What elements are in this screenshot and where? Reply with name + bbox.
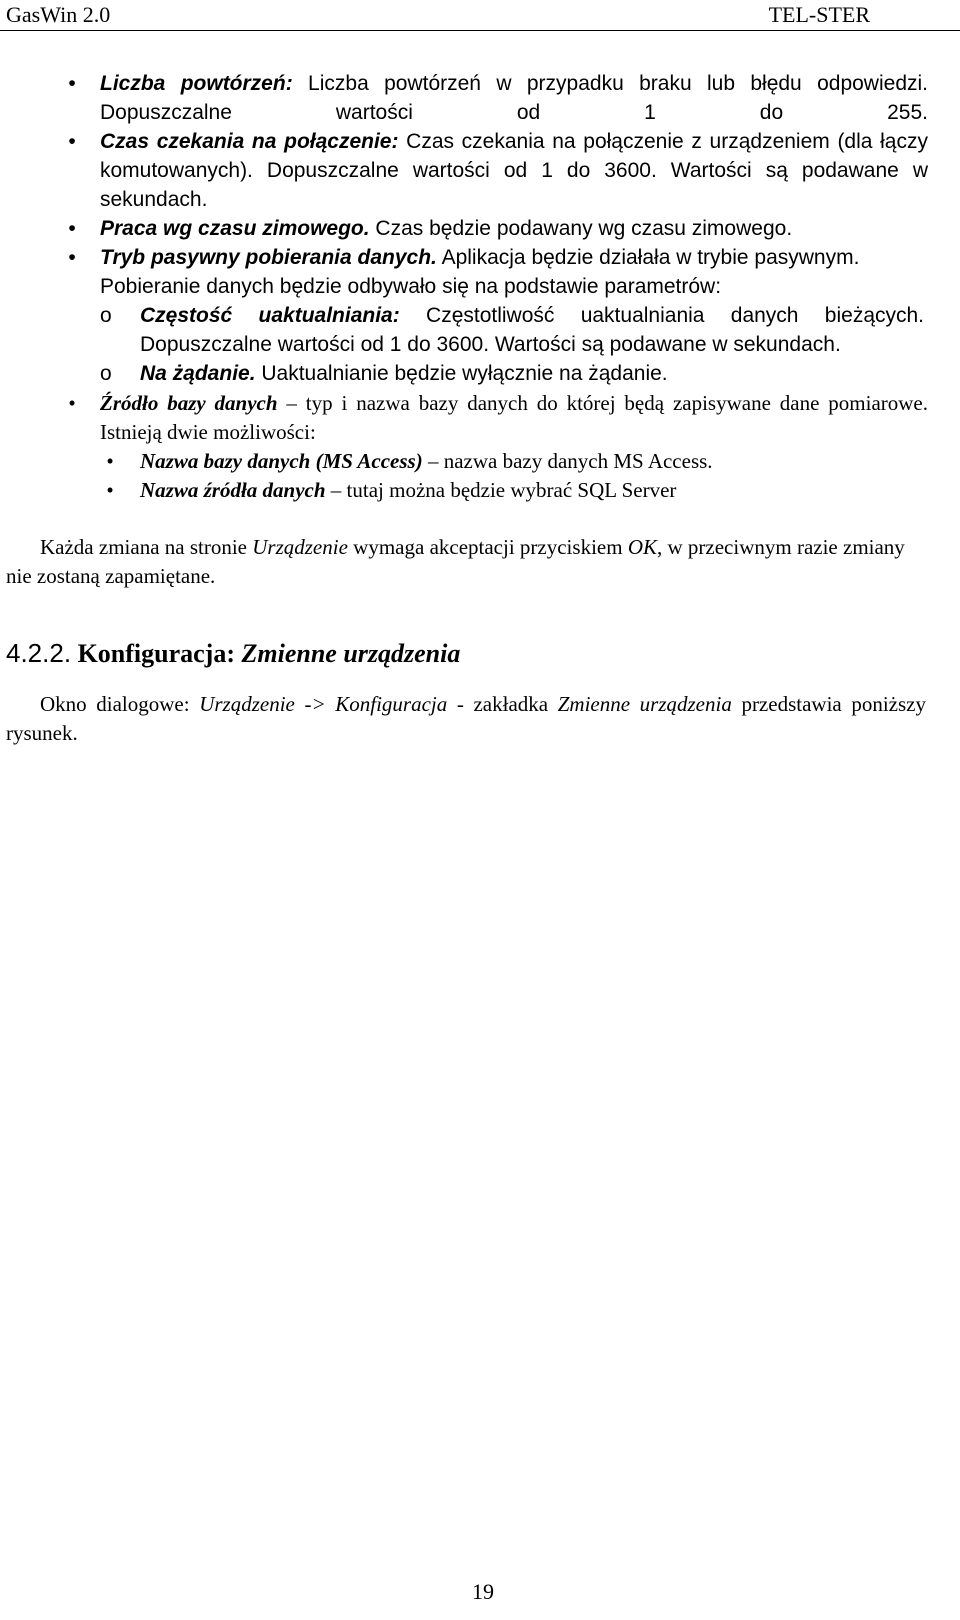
list-item-database-source	[68, 389, 960, 418]
bullet-icon: •	[106, 477, 114, 502]
circle-bullet-icon: o	[100, 361, 112, 385]
list-item-passive-mode	[68, 244, 960, 273]
header-app-name: GasWin 2.0	[6, 2, 111, 27]
section-title-italic: Zmienne urządzenia	[241, 639, 461, 669]
sub-option-label: Na żądanie.	[140, 361, 256, 385]
list-item-text	[100, 389, 928, 418]
item-desc: – tutaj można będzie wybrać SQL Server	[325, 477, 677, 502]
change-note-text: , w przeciwnym razie zmiany nie zostaną zapamiętane.	[6, 534, 905, 588]
item-desc: – nazwa bazy danych MS Access.	[422, 448, 713, 473]
change-note-emph: OK	[627, 534, 657, 559]
change-note-text: Każda zmiana na stronie	[40, 534, 253, 559]
dialog-note-text: Okno dialogowe:	[40, 692, 200, 717]
list-item-text	[140, 447, 960, 476]
dialog-note	[6, 690, 926, 748]
change-note-emph: Urządzenie	[252, 534, 348, 559]
list-item-text	[100, 244, 960, 273]
passive-params	[100, 273, 960, 389]
change-note	[6, 533, 926, 591]
item-label: Liczba powtórzeń:	[100, 72, 293, 95]
bullet-icon: •	[68, 129, 76, 153]
list-item-retry-count	[68, 70, 960, 128]
item-desc: – typ i nazwa bazy danych do której będą zapisywane dane pomiarowe.	[277, 390, 928, 415]
dialog-note-emph: Urządzenie -> Konfiguracja	[199, 692, 448, 717]
bullet-icon: •	[68, 72, 76, 95]
list-item-text	[140, 476, 960, 505]
sub-option-update-rate	[100, 302, 924, 331]
item-desc: Aplikacja będzie działała w trybie pasywnym.	[436, 245, 860, 269]
page-number: 19	[472, 1579, 494, 1604]
sub-option-label: Częstość uaktualniania:	[140, 303, 400, 327]
section-number: 4.2.2.	[6, 638, 72, 669]
page-body	[0, 70, 960, 748]
dialog-note-text: przedstawia poniższy rysunek.	[6, 692, 926, 746]
bullet-icon: •	[106, 448, 114, 473]
item-label: Praca wg czasu zimowego.	[100, 216, 370, 240]
circle-bullet-icon: o	[100, 303, 112, 327]
list-item-winter-time	[68, 215, 960, 244]
item-label: Czas czekania na połączenie:	[100, 129, 399, 153]
item-label: Źródło bazy danych	[100, 390, 278, 415]
item-desc: Liczba powtórzeń w przypadku braku lub błędu odpowiedzi. Dopuszczalne wartości od 1 do 255.	[100, 72, 928, 124]
sub-option-on-demand	[100, 360, 960, 389]
bullet-icon: •	[68, 390, 76, 415]
header-company: TEL-STER	[768, 2, 870, 27]
list-item-extra	[100, 418, 960, 447]
item-desc: Czas czekania na połączenie z urządzeniem (dla łączy komutowanych). Dopuszczalne wartości od 1 do 3600. Wartości są podawane w sekundach.	[100, 129, 928, 211]
bullet-icon: •	[68, 245, 76, 269]
page-header	[0, 0, 960, 31]
sub-option-desc: Częstotliwość uaktualniania danych bieżących.	[399, 303, 925, 327]
bullet-icon: •	[68, 216, 76, 240]
dialog-note-text: - zakładka	[447, 692, 558, 717]
sub-option-continuation: Dopuszczalne wartości od 1 do 3600. Wartości są podawane w sekundach.	[140, 332, 841, 356]
section-title: Konfiguracja:	[71, 639, 242, 669]
dialog-note-emph: Zmienne urządzenia	[557, 692, 732, 717]
list-item-data-source-name	[106, 476, 960, 505]
list-item-text	[100, 70, 928, 128]
sub-option-desc: Uaktualnianie będzie wyłącznie na żądanie.	[255, 361, 668, 385]
change-note-text: wymaga akceptacji przyciskiem	[347, 534, 628, 559]
item-label: Nazwa źródła danych	[140, 477, 326, 502]
section-heading	[6, 636, 960, 672]
list-item-ms-access	[106, 447, 960, 476]
item-label: Tryb pasywny pobierania danych.	[100, 245, 437, 269]
list-item-text	[100, 128, 928, 215]
list-item-text	[100, 215, 960, 244]
item-desc: Czas będzie podawany wg czasu zimowego.	[369, 216, 793, 240]
passive-note: Pobieranie danych będzie odbywało się na podstawie parametrów:	[100, 274, 722, 298]
sub-option-text	[140, 360, 960, 389]
item-desc-extra: Istnieją dwie możliwości:	[100, 419, 316, 444]
item-label: Nazwa bazy danych (MS Access)	[140, 448, 423, 473]
list-item-connection-timeout	[68, 128, 960, 215]
sub-option-text	[140, 302, 924, 331]
